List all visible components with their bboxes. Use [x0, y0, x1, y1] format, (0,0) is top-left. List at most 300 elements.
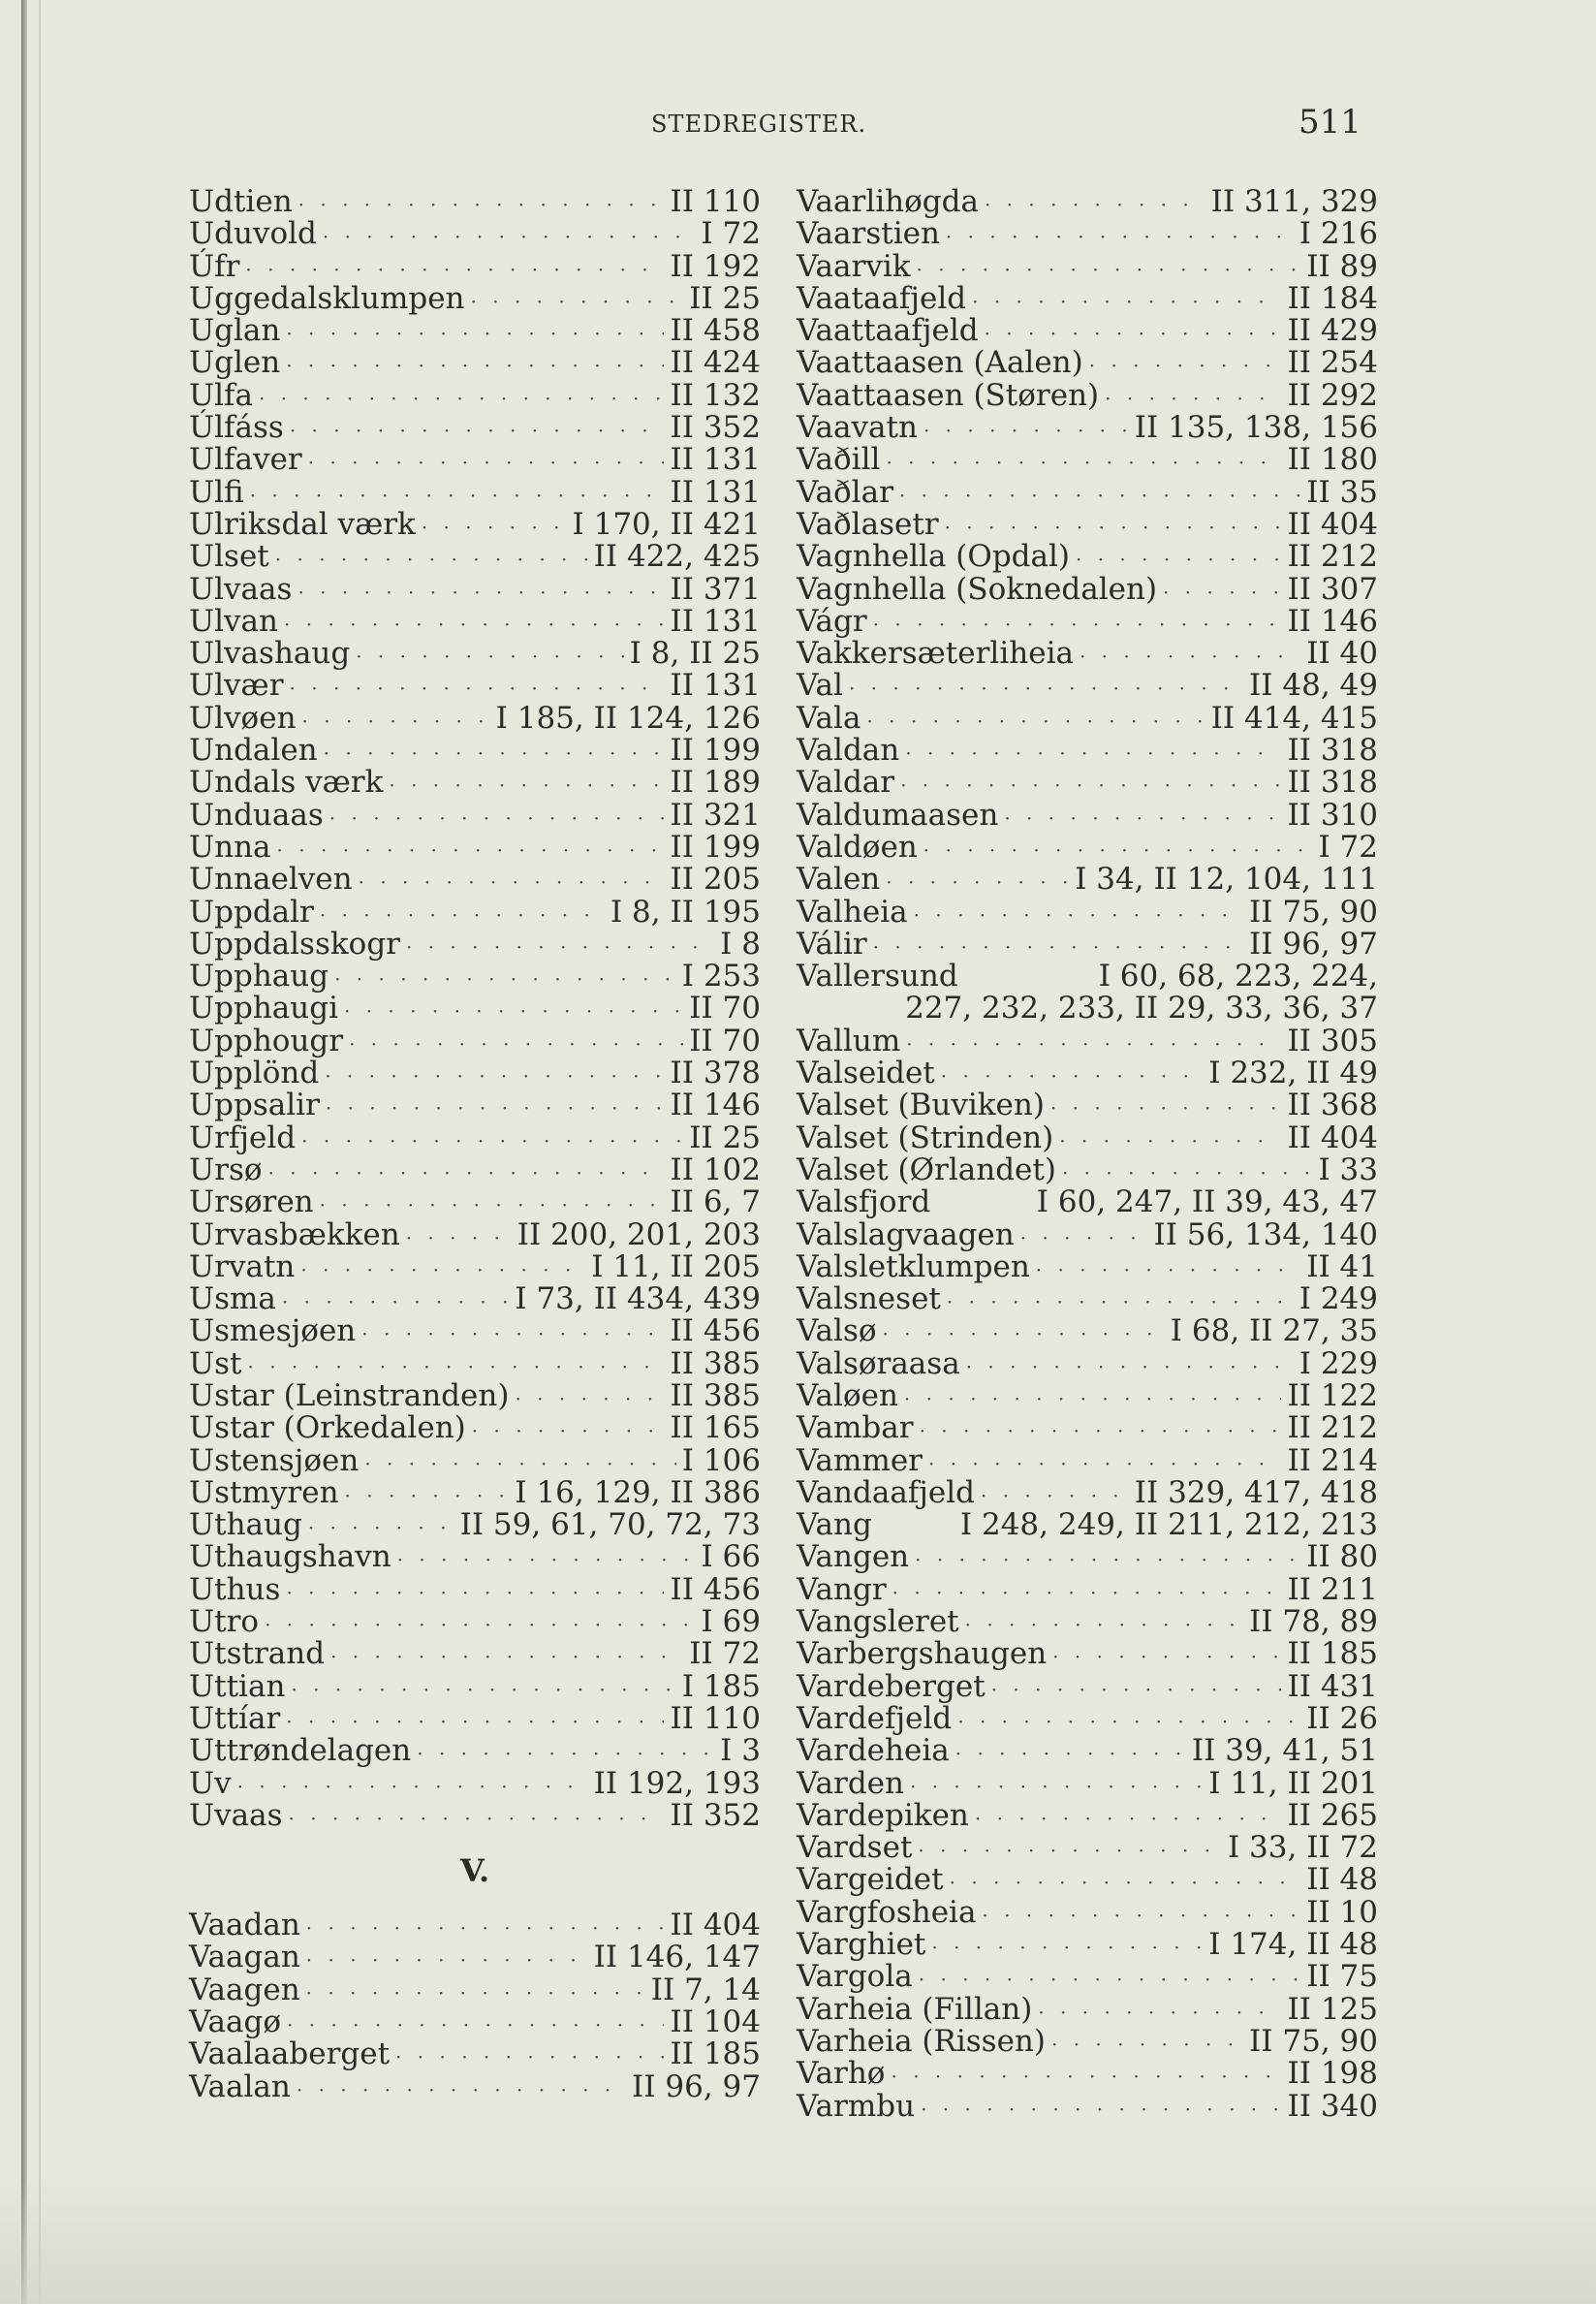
dot-leader: [291, 1674, 675, 1706]
entry-page-reference: II 199: [670, 829, 761, 865]
entry-page-reference: II 265: [1287, 1797, 1378, 1833]
running-header: STEDREGISTER.: [651, 110, 867, 138]
index-entry: [189, 1700, 761, 1736]
index-entry: [797, 1315, 1378, 1347]
entry-page-reference: I 185, II 124, 126: [495, 700, 761, 736]
index-entry: [189, 1377, 761, 1413]
index-entry: [189, 315, 761, 347]
entry-place-name: Utro: [189, 1604, 260, 1640]
entry-place-name: Vargeidet: [797, 1862, 944, 1898]
index-entry: [797, 1412, 1378, 1444]
index-entry: [797, 670, 1378, 702]
entry-page-reference: II 404: [1287, 506, 1378, 542]
entry-page-reference: II 404: [1287, 1120, 1378, 1155]
dot-leader: [1020, 1222, 1148, 1254]
entry-place-name: Vargola: [797, 1959, 913, 1995]
entry-page-reference: II 404: [670, 1908, 761, 1943]
entry-page-reference: II 198: [1287, 2056, 1378, 2092]
index-entry: [797, 1509, 1378, 1541]
index-entry: [797, 506, 1378, 542]
entry-page-reference: II 75, 90: [1249, 894, 1378, 930]
entry-place-name: Valdumaasen: [797, 797, 999, 833]
entry-place-name: Upphaug: [189, 959, 329, 994]
index-entry: [189, 1571, 761, 1607]
index-entry: [189, 412, 761, 444]
entry-page-reference: II 56, 134, 140: [1153, 1216, 1378, 1252]
entry-place-name: Vangr: [797, 1571, 887, 1607]
entry-place-name: Ust: [189, 1345, 242, 1381]
dot-leader: [1163, 577, 1281, 609]
entry-page-reference: I 33: [1318, 1152, 1378, 1187]
dot-leader: [286, 1577, 664, 1609]
entry-place-name: Vágr: [797, 603, 867, 639]
entry-place-name: Ursø: [189, 1152, 263, 1187]
index-entry: [189, 1023, 761, 1058]
entry-place-name: Varhø: [797, 2056, 886, 2092]
entry-place-name: Vaðill: [797, 442, 881, 478]
entry-place-name: Vaagen: [189, 1972, 300, 2007]
entry-page-reference: I 216: [1299, 216, 1378, 252]
entry-page-reference: II 48, 49: [1249, 668, 1378, 704]
dot-leader: [917, 254, 1301, 286]
entry-place-name: Uppsalir: [189, 1088, 320, 1123]
entry-page-reference: I 170, II 421: [572, 506, 761, 542]
index-entry: [797, 961, 1378, 993]
index-entry: [189, 541, 761, 573]
index-list-u: [189, 186, 761, 1832]
entry-place-name: Valset (Buviken): [797, 1088, 1045, 1123]
entry-page-reference: I 72: [1318, 829, 1378, 865]
index-entry: [189, 377, 761, 413]
index-entry: [797, 1216, 1378, 1252]
entry-place-name: Vang: [797, 1507, 872, 1543]
dot-leader: [891, 2061, 1281, 2093]
index-entry: [189, 347, 761, 379]
entry-place-name: Varden: [797, 1765, 904, 1801]
entry-page-reference: II 212: [1287, 1410, 1378, 1446]
entry-page-reference: II 352: [670, 1797, 761, 1833]
index-entry: [189, 474, 761, 510]
index-entry: [797, 571, 1378, 607]
dot-leader: [904, 1383, 1282, 1415]
dot-leader: [866, 706, 1205, 738]
dot-leader: [886, 447, 1281, 479]
entry-page-reference: II 96, 97: [1249, 926, 1378, 962]
index-entry: [189, 1541, 761, 1573]
entry-place-name: Udtien: [189, 184, 293, 219]
entry-place-name: Uppdalr: [189, 894, 314, 930]
entry-page-reference: II 214: [1287, 1442, 1378, 1478]
index-entry: [189, 1057, 761, 1089]
entry-page-reference: I 33, II 72: [1227, 1830, 1378, 1866]
dot-leader: [297, 2074, 626, 2106]
index-column-left: [189, 186, 761, 2103]
entry-page-reference: II 352: [670, 410, 761, 446]
entry-place-name: Valset (Ørlandet): [797, 1152, 1056, 1187]
entry-page-reference: II 26: [1306, 1700, 1378, 1736]
entry-page-reference: II 122: [1287, 1377, 1378, 1413]
entry-page-reference: II 318: [1287, 765, 1378, 801]
dot-leader: [323, 221, 696, 253]
index-entry: [189, 1122, 761, 1154]
index-entry: [189, 1154, 761, 1186]
entry-place-name: Vaagø: [189, 2004, 282, 2040]
dot-leader: [361, 1318, 664, 1350]
index-entry: [797, 1894, 1378, 1930]
dot-leader: [966, 1351, 1294, 1383]
entry-place-name: Vargfosheia: [797, 1894, 977, 1930]
entry-place-name: Uttian: [189, 1668, 286, 1704]
entry-place-name: Varheia (Rissen): [797, 2023, 1046, 2059]
index-entry: [189, 1509, 761, 1541]
dot-leader: [955, 1738, 1186, 1770]
entry-place-name: Undalen: [189, 733, 318, 769]
entry-page-reference: II 429: [1287, 313, 1378, 349]
entry-place-name: Vammer: [797, 1442, 923, 1478]
entry-place-name: Ulvøen: [189, 700, 297, 736]
entry-page-reference: I 106: [681, 1442, 761, 1478]
dot-leader: [886, 867, 1069, 899]
entry-place-name: Valsneset: [797, 1281, 941, 1317]
index-entry: [797, 926, 1378, 962]
entry-page-reference: 227, 232, 233, II 29, 33, 36, 37: [905, 991, 1378, 1026]
index-entry: [797, 377, 1378, 413]
entry-place-name: Varmbu: [797, 2088, 916, 2124]
index-entry: [797, 474, 1378, 510]
dot-leader: [397, 1544, 696, 1576]
dot-leader: [914, 900, 1243, 931]
dot-leader: [325, 1060, 664, 1092]
dot-leader: [905, 738, 1281, 770]
dot-leader: [1036, 1254, 1300, 1286]
entry-page-reference: I 232, II 49: [1208, 1056, 1378, 1091]
entry-place-name: Valheia: [797, 894, 908, 930]
entry-page-reference: II 192: [670, 248, 761, 284]
entry-page-reference: II 292: [1287, 377, 1378, 413]
dot-leader: [1004, 803, 1281, 835]
entry-page-reference: II 310: [1287, 797, 1378, 833]
entry-page-reference: II 318: [1287, 733, 1378, 769]
entry-page-reference: II 75, 90: [1249, 2023, 1378, 2059]
index-entry: [797, 864, 1378, 896]
entry-place-name: Vardefjeld: [797, 1700, 953, 1736]
dot-leader: [985, 189, 1205, 221]
entry-place-name: Ulvær: [189, 668, 284, 704]
entry-place-name: Ulvaas: [189, 571, 293, 607]
dot-leader: [275, 544, 588, 576]
index-entry: [189, 1216, 761, 1252]
dot-leader: [308, 447, 665, 479]
index-entry: [797, 1735, 1378, 1767]
index-entry: [797, 1700, 1378, 1736]
index-entry: [797, 1154, 1378, 1186]
dot-leader: [286, 350, 664, 382]
dot-leader: [991, 1674, 1282, 1706]
dot-leader: [1052, 1641, 1281, 1673]
entry-page-reference: II 131: [670, 442, 761, 478]
entry-place-name: Vardset: [797, 1830, 913, 1866]
entry-place-name: Ursøren: [189, 1184, 314, 1220]
dot-leader: [301, 1125, 683, 1157]
entry-place-name: Varbergshaugen: [797, 1636, 1048, 1672]
entry-place-name: Valset (Strinden): [797, 1120, 1054, 1155]
entry-place-name: Vangsleret: [797, 1604, 959, 1640]
index-entry: [189, 1797, 761, 1833]
entry-page-reference: I 66: [701, 1539, 761, 1575]
entry-page-reference: II 146: [670, 1088, 761, 1123]
index-entry: [797, 1248, 1378, 1284]
index-entry: [189, 218, 761, 250]
entry-place-name: Upphaugi: [189, 991, 338, 1026]
index-entry: [797, 218, 1378, 250]
index-entry: [189, 1735, 761, 1767]
entry-place-name: Utstrand: [189, 1636, 326, 1672]
entry-place-name: Uv: [189, 1765, 232, 1801]
entry-place-name: Vagnhella (Soknedalen): [797, 571, 1158, 607]
entry-page-reference: II 184: [1287, 280, 1378, 316]
entry-place-name: Vaarvik: [797, 248, 911, 284]
index-column-right: [797, 186, 1378, 2123]
entry-page-reference: I 60, 68, 223, 224,: [1098, 959, 1378, 994]
entry-page-reference: I 229: [1299, 1345, 1378, 1381]
index-entry: [189, 864, 761, 896]
entry-page-reference: II 131: [670, 603, 761, 639]
index-entry: [797, 1668, 1378, 1704]
dot-leader: [395, 2041, 664, 2073]
index-entry: [189, 767, 761, 799]
entry-place-name: Vallersund: [797, 959, 958, 994]
entry-page-reference: II 25: [689, 1120, 761, 1155]
entry-page-reference: II 110: [670, 184, 761, 219]
index-entry: [797, 829, 1378, 865]
dot-leader: [237, 1771, 588, 1803]
entry-place-name: Vaattaasen (Støren): [797, 377, 1100, 413]
index-entry: [189, 2006, 761, 2038]
entry-page-reference: II 7, 14: [650, 1972, 761, 2007]
entry-place-name: Usma: [189, 1281, 276, 1317]
entry-page-reference: II 431: [1287, 1668, 1378, 1704]
entry-page-reference: II 189: [670, 765, 761, 801]
entry-page-reference: II 378: [670, 1056, 761, 1091]
entry-place-name: Urvasbækken: [189, 1216, 400, 1252]
entry-page-reference: II 80: [1306, 1539, 1378, 1575]
dot-leader: [515, 1383, 664, 1415]
entry-place-name: Upphougr: [189, 1023, 344, 1058]
index-entry: [797, 1345, 1378, 1381]
index-entry: [797, 315, 1378, 347]
entry-place-name: Vaðlasetr: [797, 506, 939, 542]
entry-place-name: Uggedalsklumpen: [189, 280, 465, 316]
entry-page-reference: II 41: [1306, 1248, 1378, 1284]
entry-page-reference: II 329, 417, 418: [1134, 1474, 1378, 1510]
index-entry: [797, 1122, 1378, 1154]
index-entry: [189, 1412, 761, 1444]
entry-page-reference: II 385: [670, 1377, 761, 1413]
entry-page-reference: I 16, 129, II 386: [515, 1474, 761, 1510]
entry-place-name: Uthaug: [189, 1507, 302, 1543]
index-entry: [189, 1248, 761, 1284]
entry-place-name: Valsø: [797, 1313, 877, 1349]
index-list-right: [797, 186, 1378, 2123]
index-entry: [189, 506, 761, 542]
entry-page-reference: II 6, 7: [670, 1184, 761, 1220]
entry-page-reference: II 40: [1306, 636, 1378, 672]
entry-page-reference: I 11, II 205: [591, 1248, 761, 1284]
index-entry: [797, 1023, 1378, 1058]
entry-page-reference: II 35: [1306, 474, 1378, 510]
entry-place-name: Ustar (Leinstranden): [189, 1377, 510, 1413]
index-entry: [189, 700, 761, 736]
entry-page-reference: II 456: [670, 1313, 761, 1349]
entry-place-name: Uppdalsskogr: [189, 926, 400, 962]
entry-place-name: Upplönd: [189, 1056, 320, 1091]
entry-place-name: Ulriksdal værk: [189, 506, 416, 542]
entry-page-reference: II 146, 147: [593, 1940, 761, 1975]
entry-place-name: Úfr: [189, 248, 240, 284]
entry-page-reference: II 340: [1287, 2088, 1378, 2124]
entry-page-reference: II 146: [1287, 603, 1378, 639]
index-entry: [797, 1474, 1378, 1510]
dot-leader: [389, 770, 664, 802]
index-entry: [797, 603, 1378, 639]
page-margin-line: [39, 0, 41, 2304]
dot-leader: [921, 2094, 1281, 2126]
dot-leader: [265, 1609, 695, 1641]
entry-place-name: Val: [797, 668, 843, 704]
entry-page-reference: II 456: [670, 1571, 761, 1607]
dot-leader: [306, 1944, 588, 1976]
entry-page-reference: II 125: [1287, 1991, 1378, 2027]
entry-place-name: Vaataafjeld: [797, 280, 967, 316]
entry-place-name: Vardepiken: [797, 1797, 969, 1833]
entry-place-name: Vangen: [797, 1539, 910, 1575]
index-entry: [189, 638, 761, 670]
entry-page-reference: II 102: [670, 1152, 761, 1187]
entry-place-name: Vallum: [797, 1023, 901, 1058]
dot-leader: [1050, 1092, 1282, 1124]
dot-leader: [297, 577, 664, 609]
entry-page-reference: I 253: [681, 959, 761, 994]
entry-page-reference: I 8, II 25: [629, 636, 761, 672]
index-entry: [189, 1442, 761, 1478]
entry-place-name: Ulfa: [189, 377, 253, 413]
dot-leader: [472, 1415, 665, 1447]
entry-page-reference: II 385: [670, 1345, 761, 1381]
entry-place-name: Valdøen: [797, 829, 918, 865]
entry-page-reference: I 11, II 201: [1208, 1765, 1378, 1801]
entry-page-reference: II 25: [689, 280, 761, 316]
entry-place-name: Valdan: [797, 733, 900, 769]
index-entry: [189, 1638, 761, 1670]
entry-page-reference: I 34, II 12, 104, 111: [1075, 862, 1378, 898]
index-entry: [189, 1941, 761, 1973]
entry-page-reference: II 200, 201, 203: [516, 1216, 761, 1252]
entry-place-name: Usmesjøen: [189, 1313, 357, 1349]
entry-page-reference: II 321: [670, 797, 761, 833]
entry-page-reference: II 311, 329: [1210, 184, 1378, 219]
dot-leader: [344, 995, 683, 1027]
index-entry: [797, 1377, 1378, 1413]
index-entry: [189, 603, 761, 639]
index-entry: [797, 1832, 1378, 1864]
index-entry: [189, 797, 761, 833]
dot-leader: [326, 1092, 665, 1124]
entry-place-name: Uthus: [189, 1571, 281, 1607]
index-entry: [797, 1638, 1378, 1670]
entry-page-reference: II 371: [670, 571, 761, 607]
entry-page-reference: II 422, 425: [593, 539, 761, 575]
index-entry: [189, 280, 761, 316]
entry-page-reference: II 59, 61, 70, 72, 73: [459, 1507, 761, 1543]
index-entry: [189, 1474, 761, 1510]
index-entry: [797, 638, 1378, 670]
entry-page-reference: II 96, 97: [632, 2068, 761, 2104]
entry-place-name: Vardeberget: [797, 1668, 986, 1704]
index-entry: [797, 1929, 1378, 1961]
entry-place-name: Urvatn: [189, 1248, 296, 1284]
entry-page-reference: II 70: [689, 991, 761, 1026]
index-entry: [189, 735, 761, 767]
dot-leader: [356, 641, 623, 673]
entry-place-name: Vaalan: [189, 2068, 291, 2104]
entry-place-name: Ustensjøen: [189, 1442, 360, 1478]
dot-leader: [422, 512, 567, 544]
index-entry: [797, 894, 1378, 930]
entry-page-reference: I 60, 247, II 39, 43, 47: [1036, 1184, 1378, 1220]
entry-page-reference: II 72: [689, 1636, 761, 1672]
index-entry: [797, 186, 1378, 218]
dot-leader: [915, 1544, 1300, 1576]
index-entry: [189, 571, 761, 607]
page-number: 511: [1299, 103, 1361, 142]
entry-place-name: Valen: [797, 862, 881, 898]
entry-page-reference: II 414, 415: [1210, 700, 1378, 736]
entry-place-name: Vaarlihøgda: [797, 184, 979, 219]
index-entry: [189, 1909, 761, 1941]
entry-place-name: Uttrøndelagen: [189, 1733, 412, 1769]
entry-place-name: Ustar (Orkedalen): [189, 1410, 466, 1446]
index-list-v: [189, 1909, 761, 2103]
dot-leader: [290, 415, 665, 447]
index-entry: [797, 2088, 1378, 2124]
index-entry: [797, 1283, 1378, 1315]
entry-page-reference: II 307: [1287, 571, 1378, 607]
entry-page-reference: I 68, II 27, 35: [1170, 1313, 1378, 1349]
entry-place-name: Vagnhella (Opdal): [797, 539, 1070, 575]
entry-place-name: Valseidet: [797, 1056, 935, 1091]
entry-place-name: Valslagvaagen: [797, 1216, 1015, 1252]
entry-page-reference: II 104: [670, 2004, 761, 2040]
dot-leader: [972, 286, 1281, 318]
dot-leader: [1059, 1125, 1281, 1157]
dot-leader: [931, 1932, 1203, 1964]
index-entry: [797, 1961, 1378, 1993]
entry-place-name: Uglen: [189, 345, 281, 381]
dot-leader: [349, 1028, 683, 1060]
entry-page-reference: II 305: [1287, 1023, 1378, 1058]
dot-leader: [268, 1157, 665, 1189]
entry-place-name: Ulvashaug: [189, 636, 351, 672]
dot-leader: [330, 1641, 683, 1673]
entry-page-reference: II 75: [1306, 1959, 1378, 1995]
entry-page-reference: II 185: [1287, 1636, 1378, 1672]
dot-leader: [923, 415, 1129, 447]
entry-page-reference: I 174, II 48: [1208, 1927, 1378, 1963]
index-entry: [797, 1442, 1378, 1478]
entry-place-name: Vaattaafjeld: [797, 313, 979, 349]
entry-place-name: Valsøraasa: [797, 1345, 960, 1381]
entry-page-reference: I 8, II 195: [610, 894, 761, 930]
